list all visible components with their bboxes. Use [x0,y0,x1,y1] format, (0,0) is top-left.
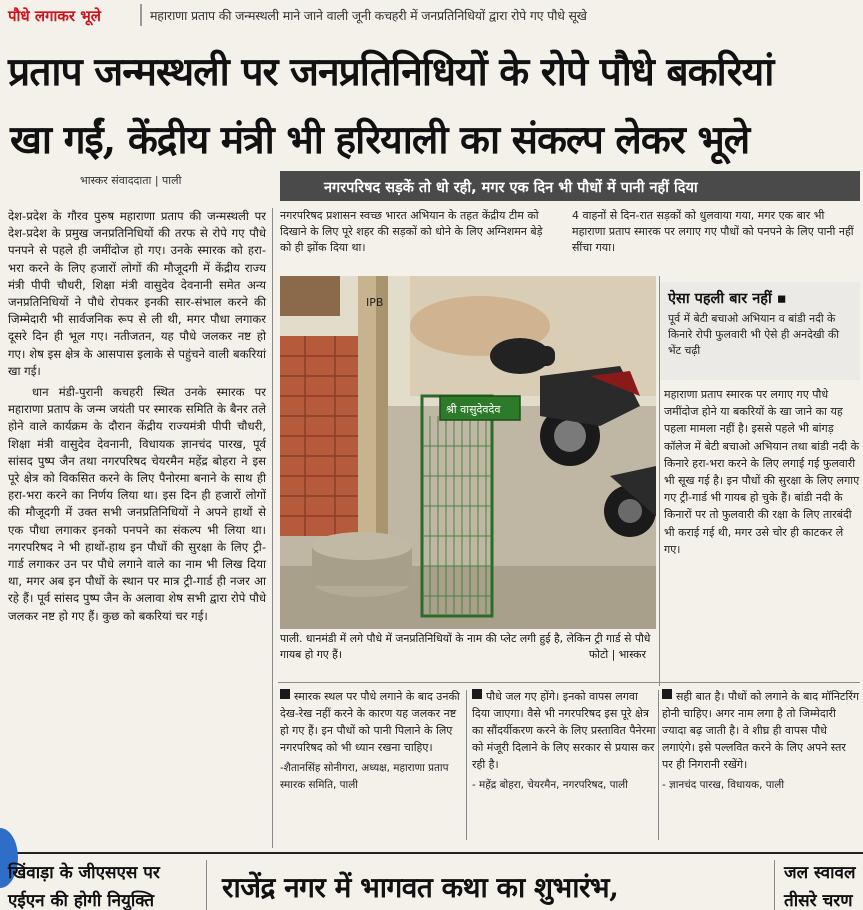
bottom-rule [0,852,863,854]
bottom-headline-left-2: एईएन की होगी नियुक्ति [8,891,155,910]
bottom-headline-center: राजेंद्र नगर में भागवत कथा का शुभारंभ, [222,871,619,904]
quote-divider [466,690,467,840]
quote-2 [472,688,656,794]
subheadline-band: नगरपरिषद सड़कें तो धो रही, मगर एक दिन भी पौधों में पानी नहीं दिया [280,171,860,201]
photo-caption [280,631,656,663]
guard-name-plate: श्री वासुदेवदेव [446,403,501,416]
bottom-headline-right-2: तीसरे चरण [784,891,853,910]
photo-caption-text: पाली. धानमंडी में लगे पौधे में जनप्रतिनिधियों के नाम की प्लेट लगी हुई है, लेकिन ट्री गार्ड से पौधे गायब हो गए हैं। [280,632,651,661]
bottom-headline-right-1: जल स्वावल [784,863,856,883]
article-paragraph-1: देश-प्रदेश के गौरव पुरुष महाराणा प्रताप की जन्मस्थली पर देश-प्रदेश के प्रमुख जनप्रतिनिधियों की तरफ से रोपे गए पौधे पनपने से पहले ही जमींदोज हो गए। उनके स्मारक को हरा-भरा करने के लिए हजारों लोगों की मौजूदगी में केंद्रीय राज्य मंत्री पीपी चौधरी, शिक्षा मंत्री वासुदेव देवनानी समेत अन्य जनप्रतिनिधियों ने पौधे रोपकर इनकी सार-संभाल करने की जिम्मेदारी भी सार्वजनिक रूप से ली थी, मगर पौधा लगाकर दूसरे दिन ही भूल गए। नतीजतन, यह पौधे जलकर नष्ट हो गए। शेष इस क्षेत्र के आसपास इलाके से पहुंचने वाली बकरियां खा गई। [8,209,266,378]
quote-divider [658,690,659,840]
pole-label: IPB [366,296,384,309]
quote-3-attribution: - ज्ञानचंद पारख, विधायक, पाली [662,779,785,791]
quote-marker [662,689,672,699]
photo-illustration [280,276,656,629]
photo-credit: फोटो | भास्कर [588,648,646,661]
quote-3-text: सही बात है। पौधों को लगाने के बाद मॉनिटरिंग होनी चाहिए। अगर नाम लगा है तो जिम्मेदारी ज्यादा बढ़ जाती है। वे शीघ्र ही वापस पौधे लगाएंगे। इसे पल्लवित करने के लिए अपने स्तर पर ही निगरानी रखेंगे। [662,690,860,771]
quote-1-attribution: -शैतानसिंह सोनीगरा, अध्यक्ष, महाराणा प्रताप स्मारक समिति, पाली [280,762,449,791]
quote-1-text: स्मारक स्थल पर पौधे लगाने के बाद उनकी देख-रेख नहीं करने के कारण यह जलकर नष्ट हो गए हैं। इन पौधों को पानी पिलाने के लिए नगरपरिषद को भी ध्यान रखना चाहिए। [280,690,460,754]
news-photo [280,276,656,629]
article-paragraph-2: धान मंडी-पुरानी कचहरी स्थित उनके स्मारक पर महाराणा प्रताप के जन्म जयंती पर स्मारक समिति के बैनर तले होने वाले कार्यक्रम के दौरान केंद्रीय राज्यमंत्री पीपी चौधरी, शिक्षा मंत्री वासुदेव देवनानी, विधायक ज्ञानचंद पारख, पूर्व सांसद पुष्प जैन तथा नगरपरिषद चेयरमैन महेंद्र बोहरा ने इस पूरे क्षेत्र को विकसित करने के लिए पैनोरमा बनाने के साथ ही हरा-भरा करने का निर्णय लिया था। इस दिन ही हजारों लोगों की मौजूदगी में उक्त सभी जनप्रतिनिधियों ने अपने हाथों से एक पौधा लगाकर इनको पनपने का संकल्प भी लिया था। नगरपरिषद ने भी हाथों-हाथ इन पौधों की सुरक्षा के लिए ट्री-गार्ड लगाकर उन पर पौधे लगाने वाले का नाम भी लिख दिया था, मगर अब इन पौधों के स्थान पर मात्र ट्री-गार्ड ही नजर आ रहे हैं। पूर्व सांसद पुष्प जैन के अलावा शेष सभी द्वारा रोपे पौधे जलकर नष्ट हो गए हैं। कुछ को बकरियां चर गई। [8,385,266,623]
quote-1 [280,688,460,794]
kicker-tag: पौधे लगाकर भूले [8,7,101,25]
sidebar-title: ऐसा पहली बार नहीं ▪ [668,291,787,307]
quote-2-attribution: - महेंद्र बोहरा, चेयरमैन, नगरपरिषद, पाली [472,779,628,791]
column-divider [272,208,273,848]
headline-line-1: प्रताप जन्मस्थली पर जनप्रतिनिधियों के रोपे पौधे बकरियां [8,49,774,95]
byline: भास्कर संवाददाता | पाली [80,174,182,187]
quote-marker [472,689,482,699]
bottom-divider [774,860,775,910]
kicker-divider [140,4,142,26]
quotes-rule [278,682,860,683]
sidebar-box [660,282,860,380]
mid-top-column-2: 4 वाहनों से दिन-रात सड़कों को धुलवाया गया, मगर एक बार भी महाराणा प्रताप स्मारक पर लगाए गए पौधों को पनपने के लिए पानी नहीं सींचा गया। [572,209,854,254]
quote-2-text: पौधे जल गए होंगे। इनको वापस लगवा दिया जाएगा। वैसे भी नगरपरिषद इस पूरे क्षेत्र का सौंदर्यीकरण करने के लिए प्रस्तावित पैनेरमा को मंजूरी दिलाने के लिए सरकार से प्रयास कर रही है। [472,690,656,771]
mid-top-column-1: नगरपरिषद प्रशासन स्वच्छ भारत अभियान के तहत केंद्रीय टीम को दिखाने के लिए पूरे शहर की सड़कों को धोने के लिए अग्निशमन बेड़े को ही झोंक दिया था। [280,209,543,254]
sidebar-text: महाराणा प्रताप स्मारक पर लगाए गए पौधे जमींदोज होने या बकरियों के खा जाने का यह पहला मामला नहीं है। इससे पहले भी बांगड़ कॉलेज में बेटी बचाओ अभियान तथा बांडी नदी के किनारे हरा-भरा करने के लिए लगाई गई फुलवारी भी सूख गई है। इन पौधों की सुरक्षा के लिए लगाए गए ट्री-गार्ड भी गायब हो चुके हैं। बांडी नदी के किनारों पर तो फुलवारी की रक्षा के लिए तारबंदी भी कराई गई थी, मगर उसे चोर ही काटकर ले गए। [664,388,860,556]
quote-marker [280,689,290,699]
bottom-headline-left-1: खिंवाड़ा के जीएसएस पर [8,863,160,883]
kicker-text: महाराणा प्रताप की जन्मस्थली माने जाने वाली जूनी कचहरी में जनप्रतिनिधियों द्वारा रोपे गए पौधे सूखे [150,8,587,23]
sidebar-subtitle: पूर्व में बेटी बचाओ अभियान व बांडी नदी के किनारे रोपी फुलवारी भी ऐसे ही अनदेखी की भेंट चढ़ी [668,312,839,357]
quote-3 [662,688,860,794]
left-article-column [8,208,266,629]
bottom-divider [206,860,207,910]
headline-line-2: खा गईं, केंद्रीय मंत्री भी हरियाली का संकल्प लेकर भूले [10,117,750,163]
